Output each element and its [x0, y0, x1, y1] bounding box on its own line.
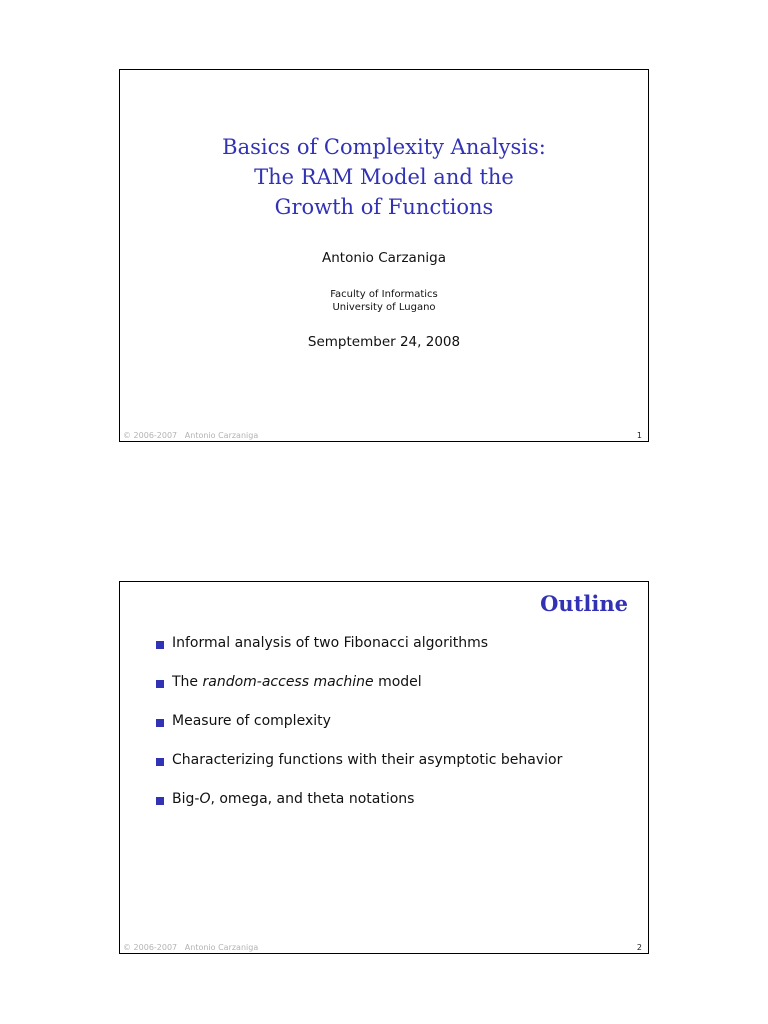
- list-item: [156, 634, 638, 673]
- bullet-text-before: The: [172, 674, 203, 690]
- slide-1: [119, 69, 649, 442]
- bullet-text-after: , omega, and theta notations: [210, 791, 415, 807]
- list-item: [156, 751, 638, 790]
- title-line-2: The RAM Model and the: [254, 165, 514, 189]
- affiliation-line-1: Faculty of Informatics: [330, 289, 438, 300]
- slide-title: [120, 132, 648, 222]
- page-number: 1: [636, 431, 642, 440]
- title-line-1: Basics of Complexity Analysis:: [222, 135, 546, 159]
- presentation-date: Semptember 24, 2008: [307, 334, 461, 350]
- affiliation-line-2: University of Lugano: [332, 302, 436, 313]
- bullet-square-icon: [156, 680, 164, 688]
- slide-2: [119, 581, 649, 954]
- bullet-square-icon: [156, 797, 164, 805]
- bullet-text-before: Big-: [172, 791, 200, 807]
- list-item: [156, 790, 638, 829]
- bullet-square-icon: [156, 641, 164, 649]
- author: Antonio Carzaniga: [322, 250, 446, 266]
- list-item: [156, 673, 638, 712]
- bullet-text: Measure of complexity: [172, 713, 331, 729]
- list-item: [156, 712, 638, 751]
- copyright-footer: © 2006-2007 Antonio Carzaniga: [123, 943, 259, 952]
- bullet-text-italic: O: [199, 791, 211, 807]
- bullet-text: Characterizing functions with their asymptotic behavior: [172, 752, 563, 768]
- bullet-text-italic: random-access machine: [202, 674, 374, 690]
- affiliation: [120, 288, 648, 314]
- title-line-3: Growth of Functions: [274, 195, 494, 219]
- bullet-square-icon: [156, 719, 164, 727]
- page-number: 2: [636, 943, 642, 952]
- bullet-text: Informal analysis of two Fibonacci algorithms: [172, 635, 489, 651]
- copyright-footer: © 2006-2007 Antonio Carzaniga: [123, 431, 259, 440]
- slide-heading: Outline: [540, 591, 628, 616]
- outline-list: [156, 634, 638, 829]
- bullet-text-after: model: [373, 674, 422, 690]
- bullet-square-icon: [156, 758, 164, 766]
